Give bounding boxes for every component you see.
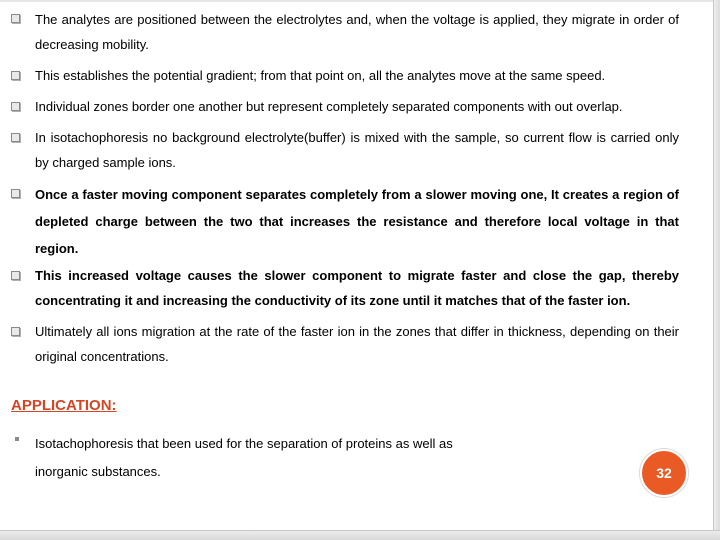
q-square-icon	[11, 133, 20, 142]
application-text: Isotachophoresis that been used for the separation of proteins as well as inorganic substances.	[35, 436, 453, 479]
q-square-icon	[11, 71, 20, 80]
bullet-text: In isotachophoresis no background electrolyte(buffer) is mixed with the sample, so current flow is carried only by charged sample ions.	[35, 130, 679, 170]
q-square-icon	[11, 102, 20, 111]
q-square-icon	[11, 14, 20, 23]
bullet-text: Ultimately all ions migration at the rate of the faster ion in the zones that differ in thickness, depending on their original concentrations.	[35, 324, 679, 364]
slide-right-border	[713, 0, 720, 540]
q-square-icon	[11, 327, 20, 336]
page-number-badge: 32	[640, 449, 688, 497]
bullet-text: Once a faster moving component separates completely from a slower moving one, It creates a region of depleted charge between the two that increases the resistance and therefore local voltage in that region.	[35, 187, 679, 256]
q-square-icon	[11, 189, 20, 198]
application-heading: APPLICATION:	[11, 397, 117, 414]
bullet-text: Individual zones border one another but represent completely separated components with out overlap.	[35, 99, 623, 114]
small-square-bullet-icon	[15, 437, 19, 441]
slide-top-border	[0, 0, 720, 2]
q-square-icon	[11, 271, 20, 280]
bullet-text: The analytes are positioned between the electrolytes and, when the voltage is applied, they migrate in order of decreasing mobility.	[35, 12, 679, 52]
bullet-text: This establishes the potential gradient; from that point on, all the analytes move at the same speed.	[35, 68, 606, 83]
slide-bottom-border	[0, 530, 720, 540]
bullet-text: This increased voltage causes the slower component to migrate faster and close the gap, thereby concentrating it and increasing the conductivity of its zone until it matches that of the faster ion.	[35, 268, 679, 308]
